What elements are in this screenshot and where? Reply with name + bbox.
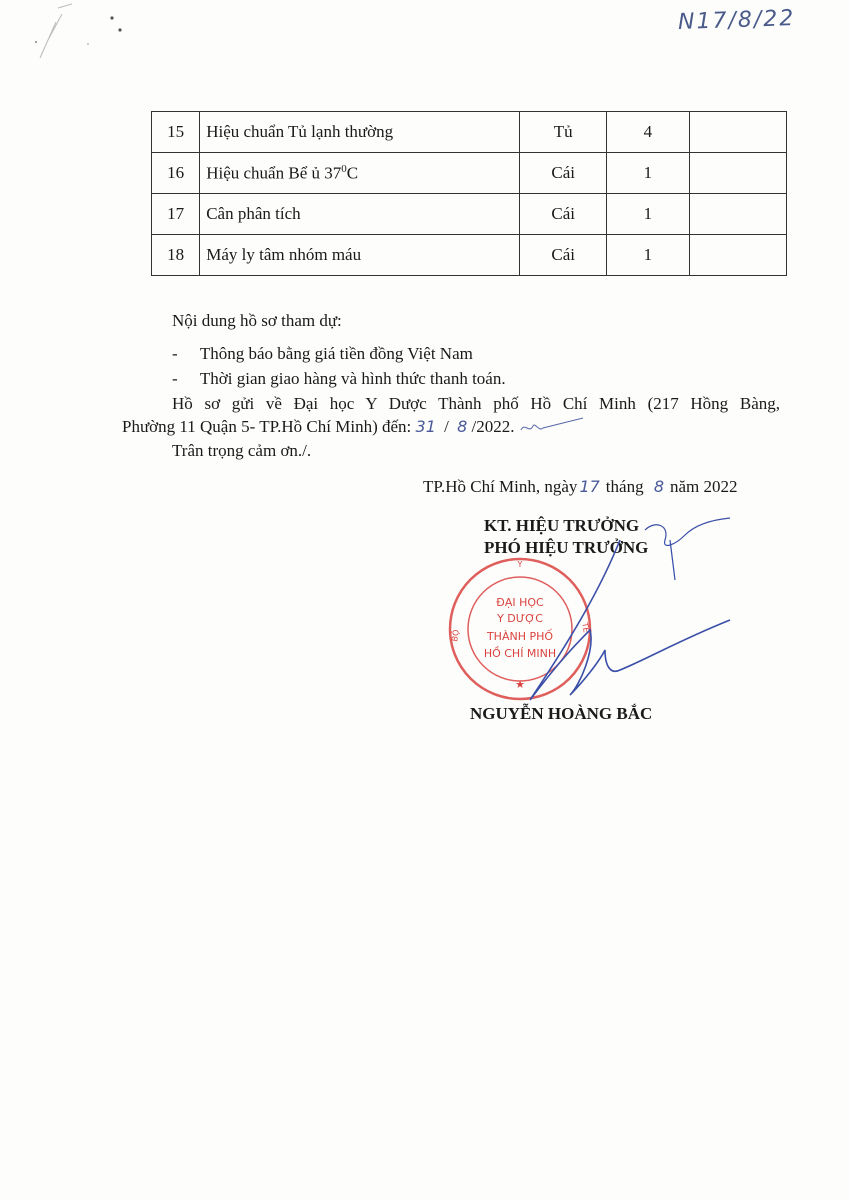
contents-heading: Nội dung hồ sơ tham dự:	[172, 311, 342, 330]
item-quantity: 1	[607, 153, 689, 194]
item-name-text: Hiệu chuẩn Bể ủ 37	[206, 163, 342, 183]
bullet-text: Thời gian giao hàng và hình thức thanh toán.	[199, 369, 506, 388]
stamp-ring-right: TẾ	[580, 621, 591, 634]
item-name: Hiệu chuẩn Tủ lạnh thường	[200, 112, 520, 153]
item-name: Cân phân tích	[200, 194, 520, 235]
table-row	[152, 235, 787, 276]
deadline-day-handwritten: 31	[415, 417, 436, 436]
date-prefix: TP.Hồ Chí Minh, ngày	[423, 477, 578, 496]
date-month-label: tháng	[605, 477, 644, 496]
stamp-text-line2: Y DƯỢC	[497, 612, 543, 625]
item-unit: Tủ	[520, 112, 607, 153]
degree-superscript: 0	[341, 162, 347, 175]
handwritten-signature	[470, 500, 770, 720]
submit-deadline-line	[122, 416, 587, 438]
signer-name: NGUYỄN HOÀNG BẮC	[470, 704, 653, 723]
item-note	[689, 235, 786, 276]
item-quantity: 1	[607, 194, 689, 235]
signer-authority-line: KT. HIỆU TRƯỞNG	[484, 516, 640, 535]
bullet-marker: -	[172, 344, 178, 363]
item-unit: Cái	[520, 235, 607, 276]
submit-address-cont: Phường 11 Quận 5- TP.Hồ Chí Minh) đến:	[122, 417, 412, 436]
submit-address-line: Hồ sơ gửi về Đại học Y Dược Thành phố Hồ Chí Minh (217 Hồng Bàng,	[172, 394, 780, 413]
handwritten-reference-number: N17/8/22	[677, 5, 796, 36]
scan-artifact-marks	[0, 0, 160, 80]
thanks-line: Trân trọng cảm ơn./.	[172, 441, 312, 460]
item-quantity: 1	[607, 235, 689, 276]
deadline-year: /2022.	[471, 417, 515, 436]
item-name	[200, 153, 520, 194]
date-month-handwritten: 8	[653, 477, 665, 496]
bullet-marker: -	[172, 369, 178, 388]
deadline-month-handwritten: 8	[457, 417, 468, 436]
date-line	[423, 476, 738, 498]
stamp-star-icon: ★	[515, 678, 525, 691]
table-row	[152, 112, 787, 153]
item-name: Máy ly tâm nhóm máu	[200, 235, 520, 276]
table-row	[152, 153, 787, 194]
row-number: 18	[152, 235, 200, 276]
row-number: 16	[152, 153, 200, 194]
bullet-item	[172, 343, 473, 365]
stamp-ring-left: BỘ	[450, 628, 461, 643]
item-unit: Cái	[520, 153, 607, 194]
signer-title-line: PHÓ HIỆU TRƯỞNG	[484, 538, 649, 557]
bullet-item	[172, 368, 506, 390]
item-name-suffix: C	[346, 163, 359, 183]
item-note	[689, 112, 786, 153]
date-day-handwritten: 17	[579, 477, 600, 496]
stamp-text-line3: THÀNH PHỐ	[486, 630, 554, 643]
item-note	[689, 153, 786, 194]
deadline-separator: /	[444, 417, 449, 436]
initials-scribble	[519, 416, 587, 436]
stamp-text-line1: ĐẠI HỌC	[496, 596, 544, 609]
row-number: 15	[152, 112, 200, 153]
item-note	[689, 194, 786, 235]
row-number: 17	[152, 194, 200, 235]
item-unit: Cái	[520, 194, 607, 235]
equipment-table	[151, 111, 787, 276]
date-year-label: năm 2022	[670, 477, 738, 496]
table-row	[152, 194, 787, 235]
item-quantity: 4	[607, 112, 689, 153]
bullet-text: Thông báo bằng giá tiền đồng Việt Nam	[199, 344, 473, 363]
stamp-ring-top: Y	[517, 560, 523, 569]
stamp-text-line4: HỒ CHÍ MINH	[483, 647, 557, 660]
